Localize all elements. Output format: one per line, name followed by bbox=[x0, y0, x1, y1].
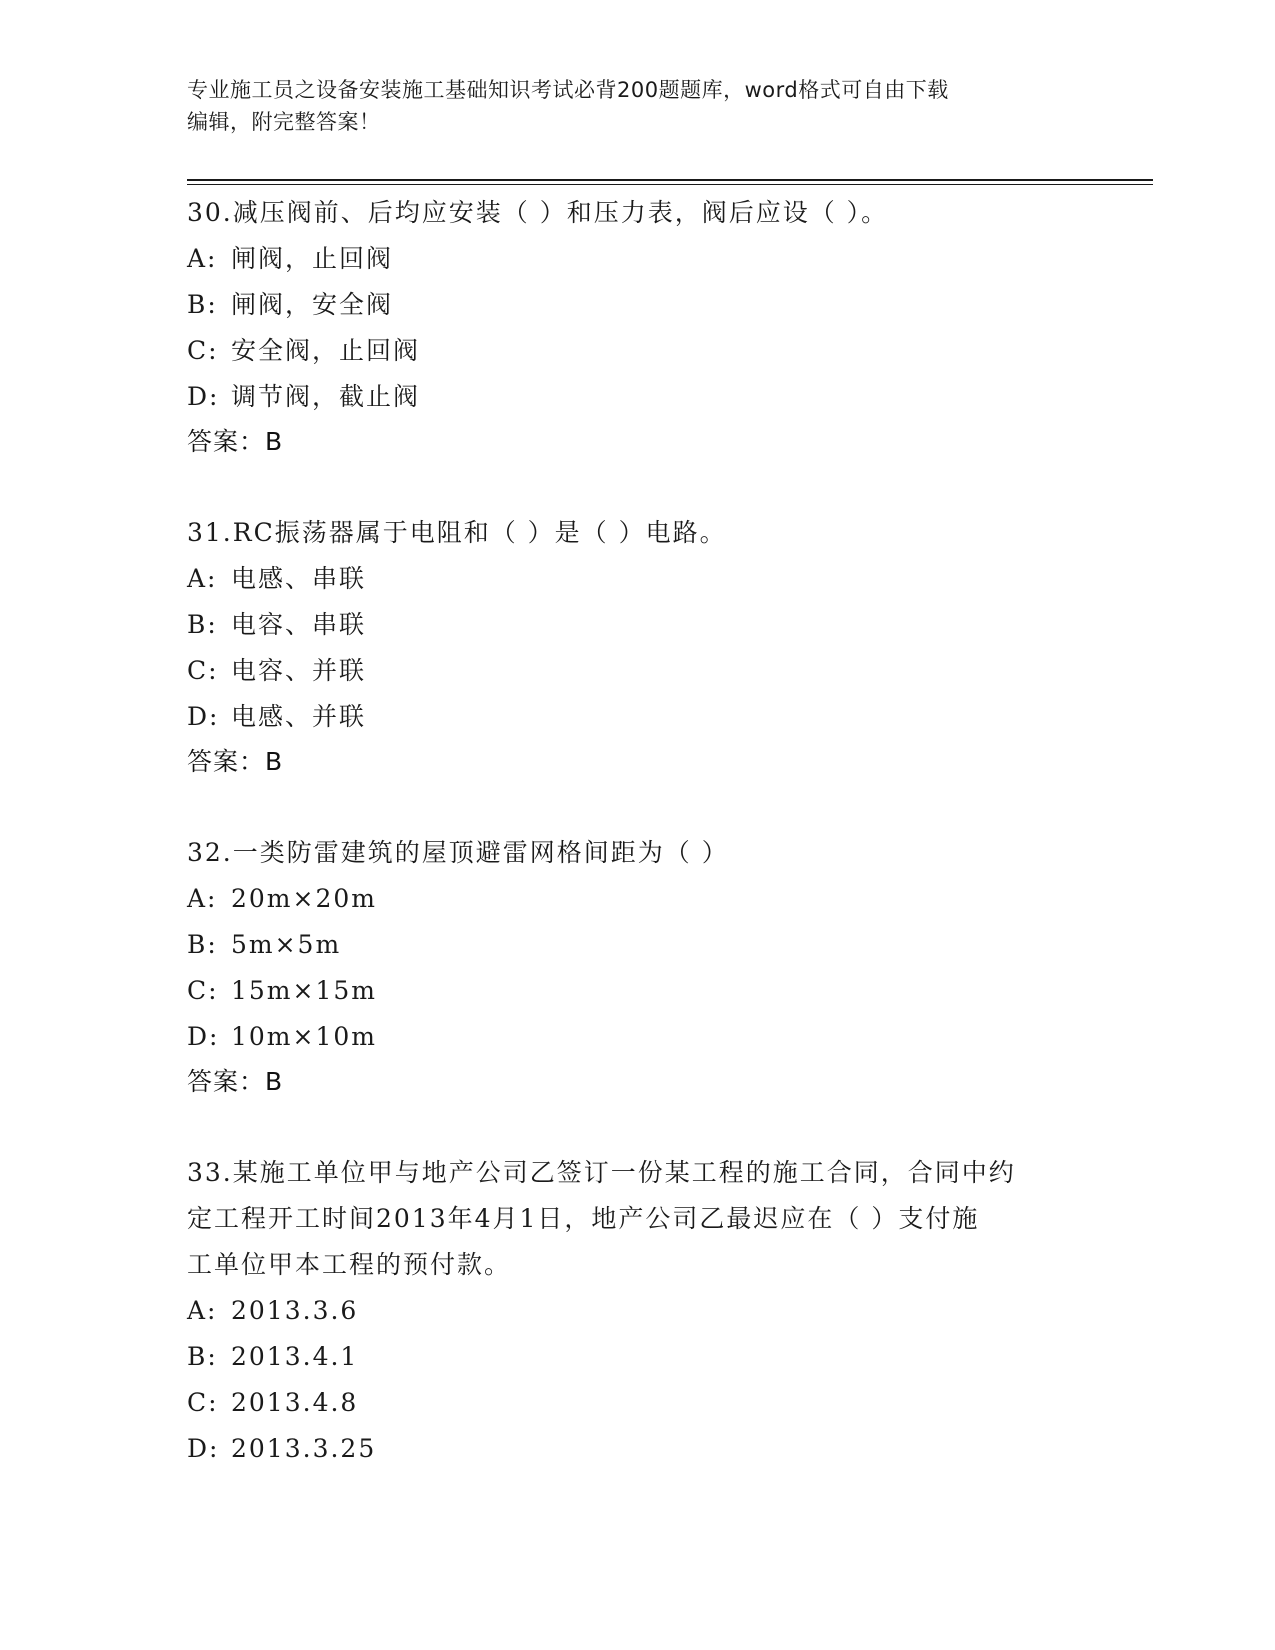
option-letter: B: bbox=[187, 610, 218, 639]
question-stem-line: 32.一类防雷建筑的屋顶避雷网格间距为（ ） bbox=[187, 838, 729, 867]
question-stem bbox=[187, 510, 1087, 556]
option-text: 电容、串联 bbox=[231, 610, 367, 639]
option-letter: A: bbox=[187, 884, 218, 913]
option-text: 电感、串联 bbox=[231, 564, 367, 593]
option-a bbox=[187, 1288, 1087, 1334]
question-stem-line: 工单位甲本工程的预付款。 bbox=[187, 1250, 512, 1279]
option-letter: A: bbox=[187, 564, 218, 593]
option-text: 2013.3.25 bbox=[231, 1434, 377, 1463]
option-letter: A: bbox=[187, 1296, 218, 1325]
question-stem-line: 定工程开工时间2013年4月1日，地产公司乙最迟应在（ ）支付施 bbox=[187, 1204, 980, 1233]
option-c bbox=[187, 648, 1087, 694]
option-letter: C: bbox=[187, 976, 219, 1005]
option-b bbox=[187, 922, 1087, 968]
question-stem-line: 31.RC振荡器属于电阻和（ ）是（ ）电路。 bbox=[187, 518, 727, 547]
answer-line: 答案：B bbox=[187, 1067, 284, 1096]
question-item bbox=[187, 510, 1087, 784]
option-letter: C: bbox=[187, 1388, 219, 1417]
question-item bbox=[187, 830, 1087, 1104]
option-letter: D: bbox=[187, 1022, 220, 1051]
option-c bbox=[187, 328, 1087, 374]
option-letter: C: bbox=[187, 656, 219, 685]
option-text: 20m×20m bbox=[231, 884, 377, 913]
option-d bbox=[187, 1426, 1087, 1472]
option-letter: A: bbox=[187, 244, 218, 273]
question-stem bbox=[187, 190, 1087, 236]
option-letter: D: bbox=[187, 382, 220, 411]
header-divider-thick bbox=[187, 179, 1153, 181]
header-line-2: 编辑，附完整答案！ bbox=[187, 110, 381, 134]
option-a bbox=[187, 876, 1087, 922]
option-b bbox=[187, 282, 1087, 328]
option-text: 5m×5m bbox=[231, 930, 342, 959]
option-c bbox=[187, 1380, 1087, 1426]
option-text: 闸阀，安全阀 bbox=[231, 290, 394, 319]
question-stem-line: 30.减压阀前、后均应安装（ ）和压力表，阀后应设（ ）。 bbox=[187, 198, 889, 227]
question-stem-line: 33.某施工单位甲与地产公司乙签订一份某工程的施工合同，合同中约 bbox=[187, 1158, 1016, 1187]
option-text: 10m×10m bbox=[231, 1022, 377, 1051]
option-b bbox=[187, 602, 1087, 648]
option-text: 安全阀，止回阀 bbox=[231, 336, 421, 365]
option-text: 电容、并联 bbox=[231, 656, 367, 685]
option-a bbox=[187, 556, 1087, 602]
answer-line: 答案：B bbox=[187, 747, 284, 776]
option-text: 电感、并联 bbox=[231, 702, 367, 731]
option-letter: D: bbox=[187, 1434, 220, 1463]
question-stem bbox=[187, 1150, 1087, 1288]
option-text: 2013.3.6 bbox=[231, 1296, 359, 1325]
question-stem bbox=[187, 830, 1087, 876]
option-text: 2013.4.1 bbox=[231, 1342, 359, 1371]
question-item bbox=[187, 1150, 1087, 1472]
option-d bbox=[187, 694, 1087, 740]
header-divider-thin bbox=[187, 184, 1153, 185]
option-b bbox=[187, 1334, 1087, 1380]
option-d bbox=[187, 374, 1087, 420]
option-c bbox=[187, 968, 1087, 1014]
option-text: 15m×15m bbox=[231, 976, 377, 1005]
option-d bbox=[187, 1014, 1087, 1060]
option-letter: B: bbox=[187, 930, 218, 959]
answer-line: 答案：B bbox=[187, 427, 284, 456]
header-line-1: 专业施工员之设备安装施工基础知识考试必背200题题库，word格式可自由下载 bbox=[187, 78, 949, 102]
option-letter: D: bbox=[187, 702, 220, 731]
option-a bbox=[187, 236, 1087, 282]
option-text: 闸阀，止回阀 bbox=[231, 244, 394, 273]
option-text: 2013.4.8 bbox=[231, 1388, 359, 1417]
option-text: 调节阀，截止阀 bbox=[231, 382, 421, 411]
question-list bbox=[187, 190, 1087, 1518]
question-item bbox=[187, 190, 1087, 464]
document-header bbox=[187, 74, 1087, 138]
option-letter: C: bbox=[187, 336, 219, 365]
option-letter: B: bbox=[187, 1342, 218, 1371]
option-letter: B: bbox=[187, 290, 218, 319]
